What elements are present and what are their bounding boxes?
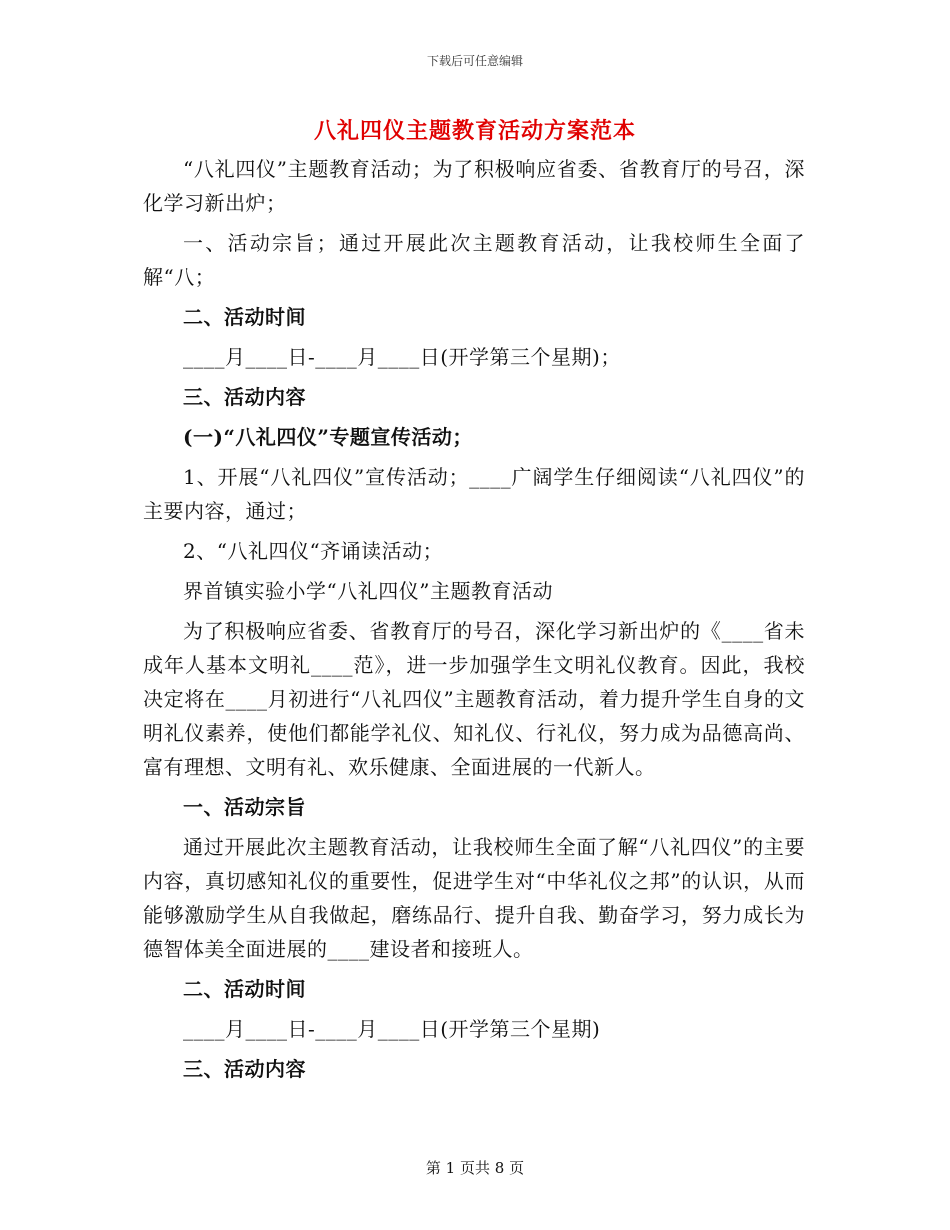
header-note: 下载后可任意编辑	[426, 54, 523, 68]
paragraph-item-1: 1、开展“八礼四仪”宣传活动；____广阔学生仔细阅读“八礼四仪”的主要内容，通过；	[143, 465, 805, 523]
subheading-promotion: (一)“八礼四仪”专题宣传活动；	[183, 425, 473, 449]
paragraph-time-range-2: ____月____日-____月____日(开学第三个星期)	[183, 1017, 601, 1041]
heading-activity-time-2: 二、活动时间	[183, 977, 306, 1001]
heading-activity-content-2: 三、活动内容	[183, 1057, 306, 1081]
document-body	[143, 152, 805, 1092]
heading-activity-content: 三、活动内容	[183, 385, 306, 409]
paragraph-time-range: ____月____日-____月____日(开学第三个星期)；	[183, 345, 621, 369]
heading-activity-time: 二、活动时间	[183, 305, 306, 329]
page-footer: 第 1 页共 8 页	[425, 1159, 525, 1177]
paragraph-background: 为了积极响应省委、省教育厅的号召，深化学习新出炉的《____省未成年人基本文明礼____范》，进一步加强学生文明礼仪教育。因此，我校决定将在____月初进行“八礼四仪”主题教育活动，着力提升学生自身的文明礼仪素养，使他们都能学礼仪、知礼仪、行礼仪，努力成为品德高尚、富有理想、文明有礼、欢乐健康、全面进展的一代新人。	[143, 619, 805, 779]
paragraph-purpose: 通过开展此次主题教育活动，让我校师生全面了解“八礼四仪”的主要内容，真切感知礼仪的重要性，促进学生对“中华礼仪之邦”的认识，从而能够激励学生从自我做起，磨练品行、提升自我、勤奋学习，努力成长为德智体美全面进展的____建设者和接班人。	[143, 835, 805, 961]
document-title: 八礼四仪主题教育活动方案范本	[313, 118, 636, 144]
paragraph-item-2: 2、“八礼四仪“齐诵读活动；	[183, 539, 444, 563]
paragraph-purpose-summary: 一、活动宗旨；通过开展此次主题教育活动，让我校师生全面了解“八；	[143, 231, 805, 289]
heading-purpose: 一、活动宗旨	[183, 795, 306, 819]
paragraph-intro: “八礼四仪”主题教育活动；为了积极响应省委、省教育厅的号召，深化学习新出炉；	[143, 157, 805, 215]
paragraph-school-name: 界首镇实验小学“八礼四仪”主题教育活动	[183, 579, 553, 603]
